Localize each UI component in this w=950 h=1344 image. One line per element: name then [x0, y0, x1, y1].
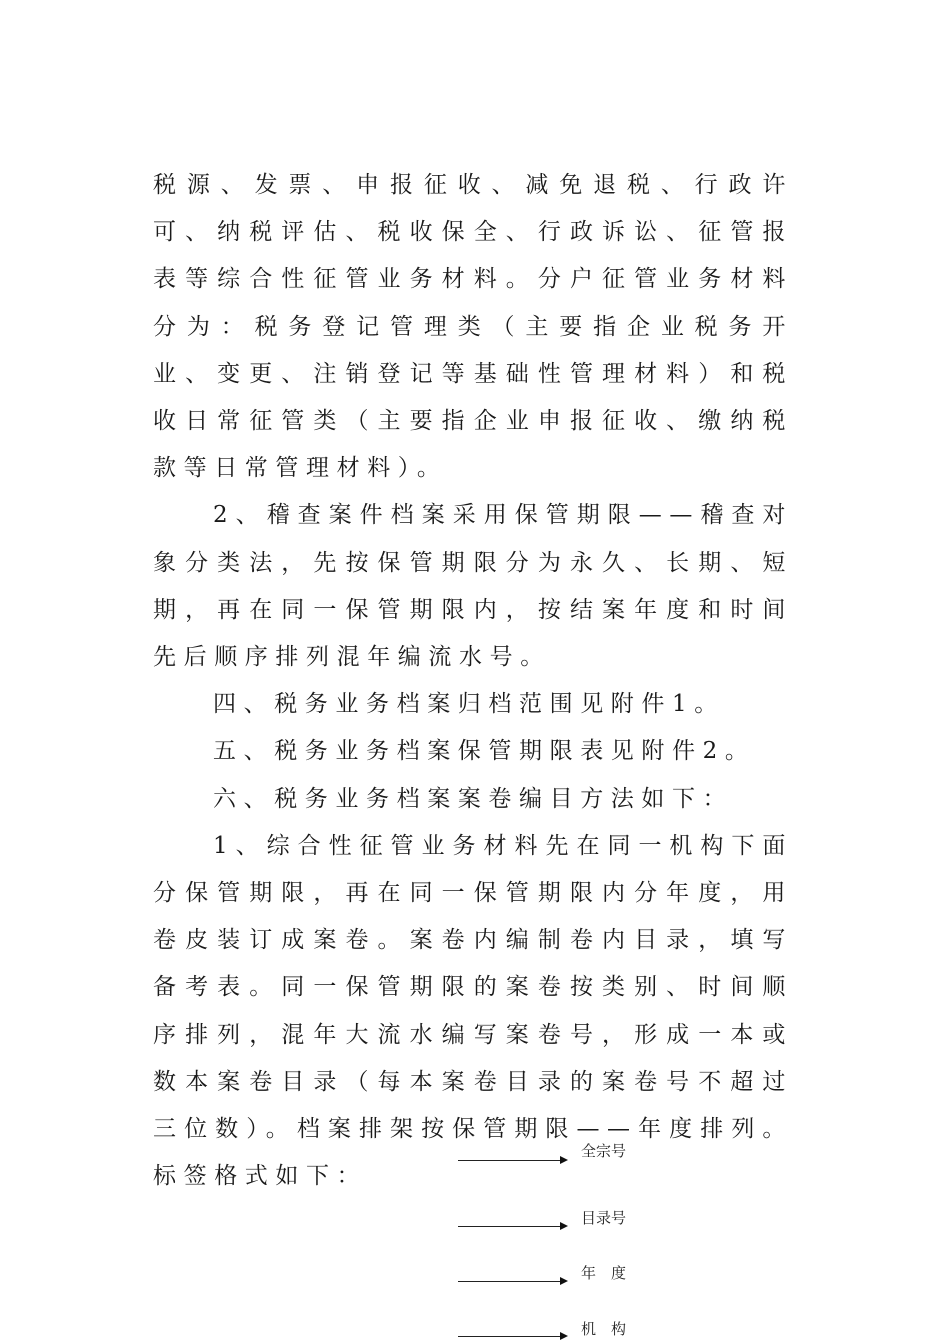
- paragraph-1: 税源、发票、申报征收、减免退税、行政许可、纳税评估、税收保全、行政诉讼、征管报表等综合性征管业务材料。分户征管业务材料分为：税务登记管理类（主要指企业税务开业、变更、注销登记等基础性管理材料）和税收日常征管类（主要指企业申报征收、缴纳税款等日常管理材料）。: [153, 172, 793, 482]
- arrow-right-icon: [560, 1277, 568, 1285]
- paragraph-4: 五、税务业务档案保管期限表见附件2。: [213, 738, 756, 765]
- arrow-line: [458, 1226, 562, 1227]
- arrow-right-icon: [560, 1332, 568, 1340]
- paragraph-2: 2、稽查案件档案采用保管期限——稽查对象分类法，先按保管期限分为永久、长期、短期，再在同一保管期限内，按结案年度和时间先后顺序排列混年编流水号。: [153, 502, 793, 671]
- arrow-line: [458, 1336, 562, 1337]
- paragraph-6: 1、综合性征管业务材料先在同一机构下面分保管期限，再在同一保管期限内分年度，用卷皮装订成案卷。案卷内编制卷内目录，填写备考表。同一保管期限的案卷按类别、时间顺序排列，混年大流水编写案卷号，形成一本或数本案卷目录（每本案卷目录的案卷号不超过三位数）。档案排架按保管期限——年度排列。标签格式如下：: [153, 832, 793, 1190]
- arrow-right-icon: [560, 1156, 568, 1164]
- label-text: 全宗号: [581, 1142, 627, 1160]
- paragraph-5: 六、税务业务档案案卷编目方法如下：: [213, 785, 734, 812]
- arrow-line: [458, 1281, 562, 1282]
- arrow-line: [458, 1160, 562, 1161]
- label-text: 机 构: [581, 1320, 627, 1338]
- label-text: 目录号: [581, 1209, 627, 1227]
- label-text: 年 度: [581, 1264, 627, 1282]
- paragraph-3: 四、税务业务档案归档范围见附件1。: [213, 691, 725, 718]
- arrow-right-icon: [560, 1222, 568, 1230]
